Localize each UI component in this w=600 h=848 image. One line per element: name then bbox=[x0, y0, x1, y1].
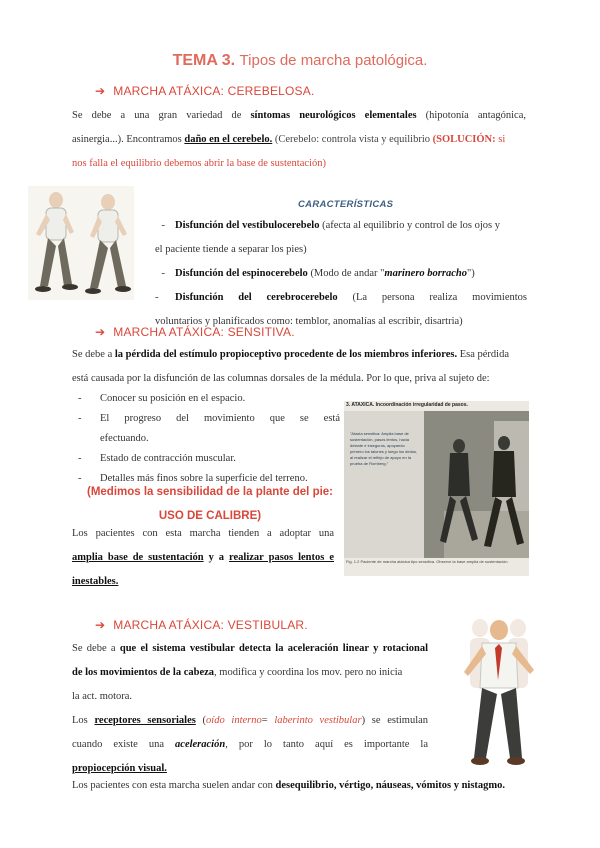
sensitive-gait-figure bbox=[344, 401, 529, 576]
arrow-icon: ➔ bbox=[95, 84, 106, 98]
list-item: - Conocer su posición en el espacio. bbox=[78, 393, 246, 404]
arrow-icon: ➔ bbox=[95, 325, 106, 339]
sensitiva-conclusion: Los pacientes con esta marcha tienden a adoptar una amplia base de sustentación y a realizar pasos lentos e inestables. bbox=[72, 528, 334, 587]
cerebelosa-paragraph: Se debe a una gran variedad de síntomas neurológicos elementales (hipotonía antagónica, asinergia...). Encontramos daño en el cerebelo. (Cerebelo: controla vista y equilibrio (SOLUCIÓN: si nos falla el equilibrio debemos abrir la base de sustentación) bbox=[72, 110, 526, 169]
sensitiva-bullets bbox=[78, 389, 340, 489]
list-item: - Disfunción del espinocerebelo (Modo de andar "marinero borracho") bbox=[161, 268, 475, 279]
cerebellar-gait-figure bbox=[28, 186, 134, 300]
page-title bbox=[0, 52, 600, 70]
list-item: - Disfunción del vestibulocerebelo (afecta al equilibrio y control de los ojos y bbox=[161, 220, 500, 231]
vestibular-gait-figure bbox=[452, 608, 544, 770]
list-item: - Disfunción del cerebrocerebelo (La persona realiza movimientos bbox=[155, 292, 527, 303]
list-item: - Estado de contracción muscular. bbox=[78, 453, 236, 464]
list-item: - El progreso del movimiento que se está bbox=[78, 413, 340, 424]
list-item-continuation: voluntarios y planificados como: temblor, anomalías al escribir, disartria) bbox=[155, 316, 463, 327]
title-number: TEMA 3. bbox=[172, 52, 236, 69]
section-heading-vestibular: ➔ MARCHA ATÁXICA: VESTIBULAR. bbox=[95, 618, 308, 632]
figure-caption: "Ataxia sensitiva: Amplia base de sustentación, pasos lentos, hacia delante e inseguros, apoyando primero los talones y luego los dedos, al realizar el reflejo de apoyo en la prueba de Romberg." bbox=[350, 431, 418, 466]
section-heading-cerebelosa: ➔ MARCHA ATÁXICA: CEREBELOSA. bbox=[95, 84, 315, 98]
caracteristicas-heading: CARACTERÍSTICAS bbox=[298, 199, 394, 210]
calibre-note: (Medimos la sensibilidad de la plante del pie: USO DE CALIBRE) bbox=[86, 486, 334, 522]
caracteristicas-list bbox=[155, 214, 527, 334]
list-item-continuation: efectuando. bbox=[100, 433, 149, 444]
section-heading-sensitiva: ➔ MARCHA ATÁXICA: SENSITIVA. bbox=[95, 325, 295, 339]
list-item-continuation: el paciente tiende a separar los pies) bbox=[155, 244, 307, 255]
figure-header: 3. ATAXICA. Incoordinación irregularidad de pasos. bbox=[346, 401, 526, 409]
list-item: - Detalles más finos sobre la superficie del terreno. bbox=[78, 473, 308, 484]
figure-footer: Fig. 1.2 Paciente de marcha atáxica tipo sensitiva. Observe la base amplia de sustentación. bbox=[346, 559, 526, 565]
vestibular-conclusion: Los pacientes con esta marcha suelen andar con desequilibrio, vértigo, náuseas, vómitos y nistagmo. bbox=[72, 780, 506, 791]
vestibular-paragraph: Se debe a que el sistema vestibular detecta la aceleración linear y rotacional de los movimientos de la cabeza, modifica y coordina los mov. pero no inicia la act. motora. Los receptores sensoriales (oído interno= laberinto vestibular) se estimulan cuando existe una aceleración, por lo tanto aquí es importante la propiocepción visual. bbox=[72, 643, 429, 774]
sensitiva-paragraph: Se debe a la pérdida del estímulo propioceptivo procedente de los miembros inferiores. Esa pérdida está causada por la disfunción de las columnas dorsales de la médula. Por lo que, priva al sujeto de: bbox=[72, 349, 509, 384]
arrow-icon: ➔ bbox=[95, 618, 106, 632]
title-subtitle: Tipos de marcha patológica. bbox=[239, 52, 428, 69]
